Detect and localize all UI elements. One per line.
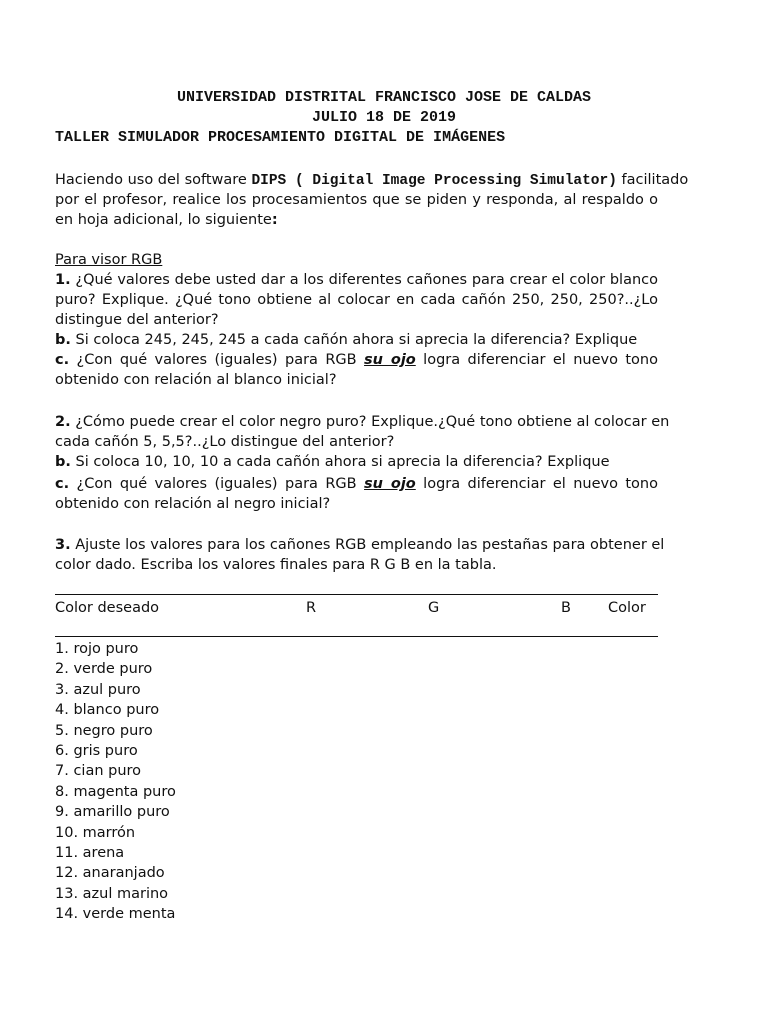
- intro-colon: :: [271, 212, 278, 228]
- list-item: 8. magenta puro: [55, 783, 176, 800]
- q2-c-line-1: [55, 474, 658, 494]
- q1-c-line-2: obtenido con relación al blanco inicial?: [55, 372, 337, 388]
- q1-line-1: [55, 270, 658, 290]
- intro-line-1: [55, 170, 689, 191]
- date-line: JULIO 18 DE 2019: [311, 109, 457, 126]
- q1-c-text: logra diferenciar el nuevo tono: [415, 352, 658, 368]
- q1-b-text: Si coloca 245, 245, 245 a cada cañón ahora si aprecia la diferencia? Explique: [70, 332, 638, 348]
- q3-number: 3.: [55, 537, 71, 553]
- q2-b: [55, 452, 658, 472]
- q2-number: 2.: [55, 414, 71, 430]
- list-item: 3. azul puro: [55, 681, 141, 698]
- q1-line-2: puro? Explique. ¿Qué tono obtiene al colocar en cada cañón 250, 250, 250?..¿Lo: [55, 292, 658, 308]
- intro-line-2: por el profesor, realice los procesamientos que se piden y responda, al respaldo o: [55, 192, 658, 208]
- list-item: 13. azul marino: [55, 885, 169, 902]
- list-item: 6. gris puro: [55, 743, 138, 759]
- q2-line-1: [55, 412, 670, 432]
- q2-text: ¿Cómo puede crear el color negro puro? Explique.¿Qué tono obtiene al colocar en: [70, 414, 670, 430]
- intro-text: en hoja adicional, lo siguiente: [55, 212, 272, 228]
- workshop-title: TALLER SIMULADOR PROCESAMIENTO DIGITAL DE IMÁGENES: [55, 129, 506, 146]
- table-header-rule: [55, 636, 658, 637]
- q1-number: 1.: [55, 272, 71, 288]
- q2-c-text: ¿Con qué valores (iguales) para RGB: [69, 476, 365, 492]
- q1-b: [55, 330, 658, 350]
- q2-c-label: c.: [55, 476, 70, 492]
- table-top-rule: [55, 594, 658, 595]
- header-g: G: [428, 600, 440, 616]
- list-item: 7. cian puro: [55, 763, 142, 780]
- header-color: Color: [608, 600, 646, 616]
- list-item: 11. arena: [55, 845, 125, 861]
- q1-c-emphasis: su ojo: [364, 352, 416, 368]
- intro-text: facilitado: [616, 172, 689, 188]
- q1-text: ¿Qué valores debe usted dar a los diferentes cañones para crear el color blanco: [70, 272, 658, 288]
- list-item: 2. verde puro: [55, 661, 153, 678]
- q3-line-2: color dado. Escriba los valores finales para R G B en la tabla.: [55, 557, 497, 573]
- list-item: 9. amarillo puro: [55, 804, 170, 821]
- header-color-deseado: Color deseado: [55, 600, 160, 616]
- q1-c-text: ¿Con qué valores (iguales) para RGB: [69, 352, 365, 368]
- intro-text: Haciendo uso del software: [55, 172, 252, 188]
- list-item: 5. negro puro: [55, 722, 153, 739]
- header-b: B: [561, 600, 571, 616]
- header-r: R: [306, 600, 317, 616]
- q2-c-line-2: obtenido con relación al negro inicial?: [55, 496, 331, 512]
- q2-line-2: cada cañón 5, 5,5?..¿Lo distingue del anterior?: [55, 434, 395, 450]
- q3-line-1: [55, 535, 665, 555]
- list-item: 4. blanco puro: [55, 702, 160, 719]
- q1-line-3: distingue del anterior?: [55, 312, 219, 328]
- q1-c-label: c.: [55, 352, 70, 368]
- list-item: 14. verde menta: [55, 906, 176, 923]
- q3-text: Ajuste los valores para los cañones RGB empleando las pestañas para obtener el: [70, 537, 665, 553]
- q1-b-label: b.: [55, 332, 71, 348]
- q2-c-text: logra diferenciar el nuevo tono: [415, 476, 658, 492]
- list-item: 1. rojo puro: [55, 641, 139, 657]
- q2-b-text: Si coloca 10, 10, 10 a cada cañón ahora si aprecia la diferencia? Explique: [70, 454, 610, 470]
- list-item: 10. marrón: [55, 824, 136, 841]
- section-title-rgb: Para visor RGB: [55, 252, 163, 268]
- software-name: DIPS ( Digital Image Processing Simulator): [251, 173, 617, 189]
- intro-line-3: [55, 210, 658, 230]
- q2-c-emphasis: su ojo: [364, 476, 416, 492]
- list-item: 12. anaranjado: [55, 865, 165, 882]
- q1-c-line-1: [55, 350, 658, 370]
- q2-b-label: b.: [55, 454, 71, 470]
- university-title: UNIVERSIDAD DISTRITAL FRANCISCO JOSE DE CALDAS: [176, 89, 592, 106]
